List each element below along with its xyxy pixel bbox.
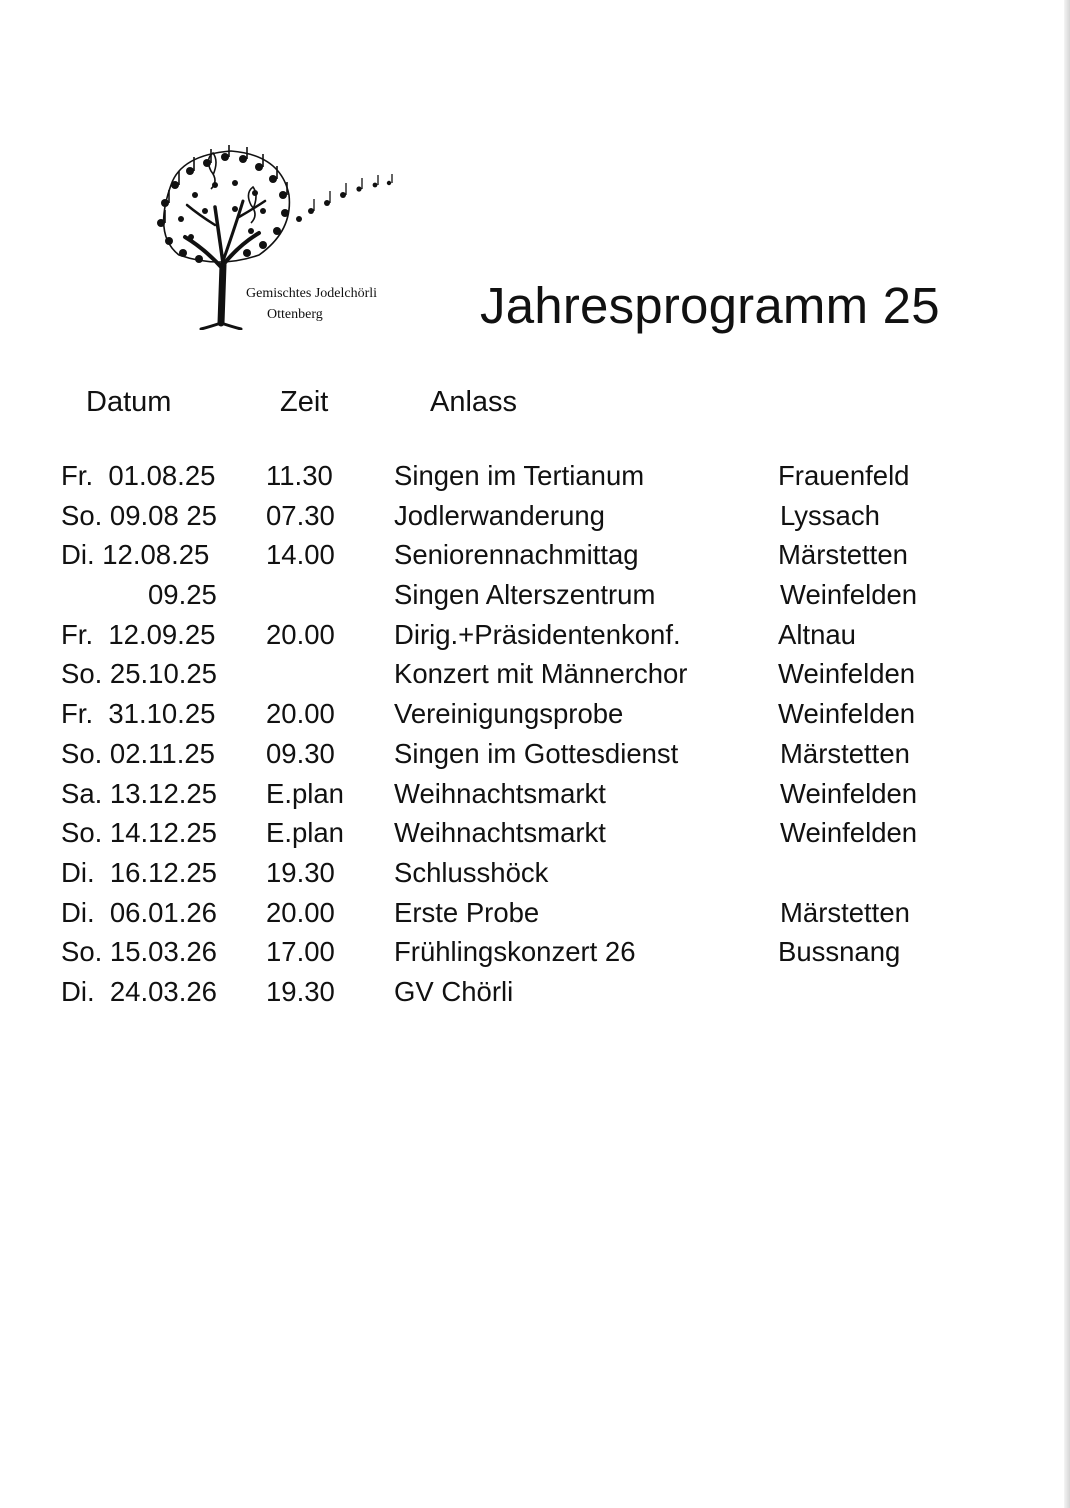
event-list — [0, 460, 1070, 1016]
event-time: 19.30 — [266, 975, 335, 1007]
event-time: 19.30 — [266, 856, 335, 888]
event-date: Di. 12.08.25 — [61, 539, 210, 571]
event-name: Schlusshöck — [394, 856, 549, 888]
logo-name-line2: Ottenberg — [267, 307, 323, 322]
event-place: Märstetten — [780, 737, 910, 769]
event-row — [0, 619, 1070, 659]
event-date: So. 15.03.26 — [61, 936, 217, 968]
event-time: 20.00 — [266, 698, 335, 730]
event-date: So. 14.12.25 — [61, 817, 217, 849]
event-date: Di. 24.03.26 — [61, 975, 217, 1007]
event-name: Weihnachtsmarkt — [394, 817, 606, 849]
event-row — [0, 500, 1070, 540]
event-place: Altnau — [778, 618, 856, 650]
event-time: 09.30 — [266, 737, 335, 769]
event-time: 17.00 — [266, 936, 335, 968]
event-place: Frauenfeld — [778, 460, 910, 491]
event-row — [0, 897, 1070, 937]
event-row — [0, 936, 1070, 976]
event-name: Jodlerwanderung — [394, 499, 605, 531]
event-date: So. 09.08 25 — [61, 499, 217, 531]
event-row — [0, 579, 1070, 619]
event-date: So. 02.11.25 — [61, 737, 215, 769]
event-time: 20.00 — [266, 896, 335, 928]
event-place: Märstetten — [778, 539, 908, 571]
event-place: Bussnang — [778, 936, 901, 968]
event-name: Singen im Gottesdienst — [394, 737, 679, 769]
event-name: Vereinigungsprobe — [394, 698, 624, 730]
event-date: Fr. 12.09.25 — [61, 618, 216, 650]
event-name: Seniorennachmittag — [394, 539, 639, 571]
event-row — [0, 817, 1070, 857]
event-place: Weinfelden — [780, 817, 918, 849]
event-name: Erste Probe — [394, 896, 540, 928]
event-row — [0, 698, 1070, 738]
event-date: Fr. 31.10.25 — [61, 698, 216, 730]
event-time: 11.30 — [266, 460, 333, 491]
event-place: Weinfelden — [778, 658, 916, 690]
music-tree-icon — [135, 145, 410, 330]
choir-logo — [135, 145, 410, 330]
event-date: Di. 06.01.26 — [61, 896, 217, 928]
event-row — [0, 976, 1070, 1016]
event-time: E.plan — [266, 777, 344, 809]
event-date: So. 25.10.25 — [61, 658, 217, 690]
event-name: Weihnachtsmarkt — [394, 777, 606, 809]
event-row — [0, 778, 1070, 818]
header-event: Anlass — [430, 386, 518, 418]
event-time: 20.00 — [266, 618, 335, 650]
event-place: Weinfelden — [778, 698, 916, 730]
event-date: Sa. 13.12.25 — [61, 777, 217, 809]
event-name: Singen Alterszentrum — [394, 579, 656, 611]
event-date: Fr. 01.08.25 — [61, 460, 216, 491]
event-row — [0, 539, 1070, 579]
event-place: Märstetten — [780, 896, 910, 928]
event-name: Konzert mit Männerchor — [394, 658, 688, 690]
event-time: 14.00 — [266, 539, 335, 571]
event-name: Singen im Tertianum — [394, 460, 645, 491]
event-name: Frühlingskonzert 26 — [394, 936, 636, 968]
event-time: E.plan — [266, 817, 344, 849]
event-date: Di. 16.12.25 — [61, 856, 217, 888]
event-row — [0, 658, 1070, 698]
event-row — [0, 460, 1070, 500]
page-title: Jahresprogramm 25 — [480, 277, 940, 334]
logo-name-line1: Gemischtes Jodelchörli — [246, 286, 378, 301]
event-place: Weinfelden — [780, 777, 918, 809]
event-name: Dirig.+Präsidentenkonf. — [394, 618, 681, 650]
event-row — [0, 857, 1070, 897]
event-place: Lyssach — [780, 499, 880, 531]
header-time: Zeit — [280, 386, 329, 418]
event-row — [0, 738, 1070, 778]
event-time: 07.30 — [266, 499, 335, 531]
event-place: Weinfelden — [780, 579, 918, 611]
event-date: 09.25 — [148, 579, 217, 611]
event-name: GV Chörli — [394, 975, 514, 1007]
header-date: Datum — [86, 386, 172, 418]
